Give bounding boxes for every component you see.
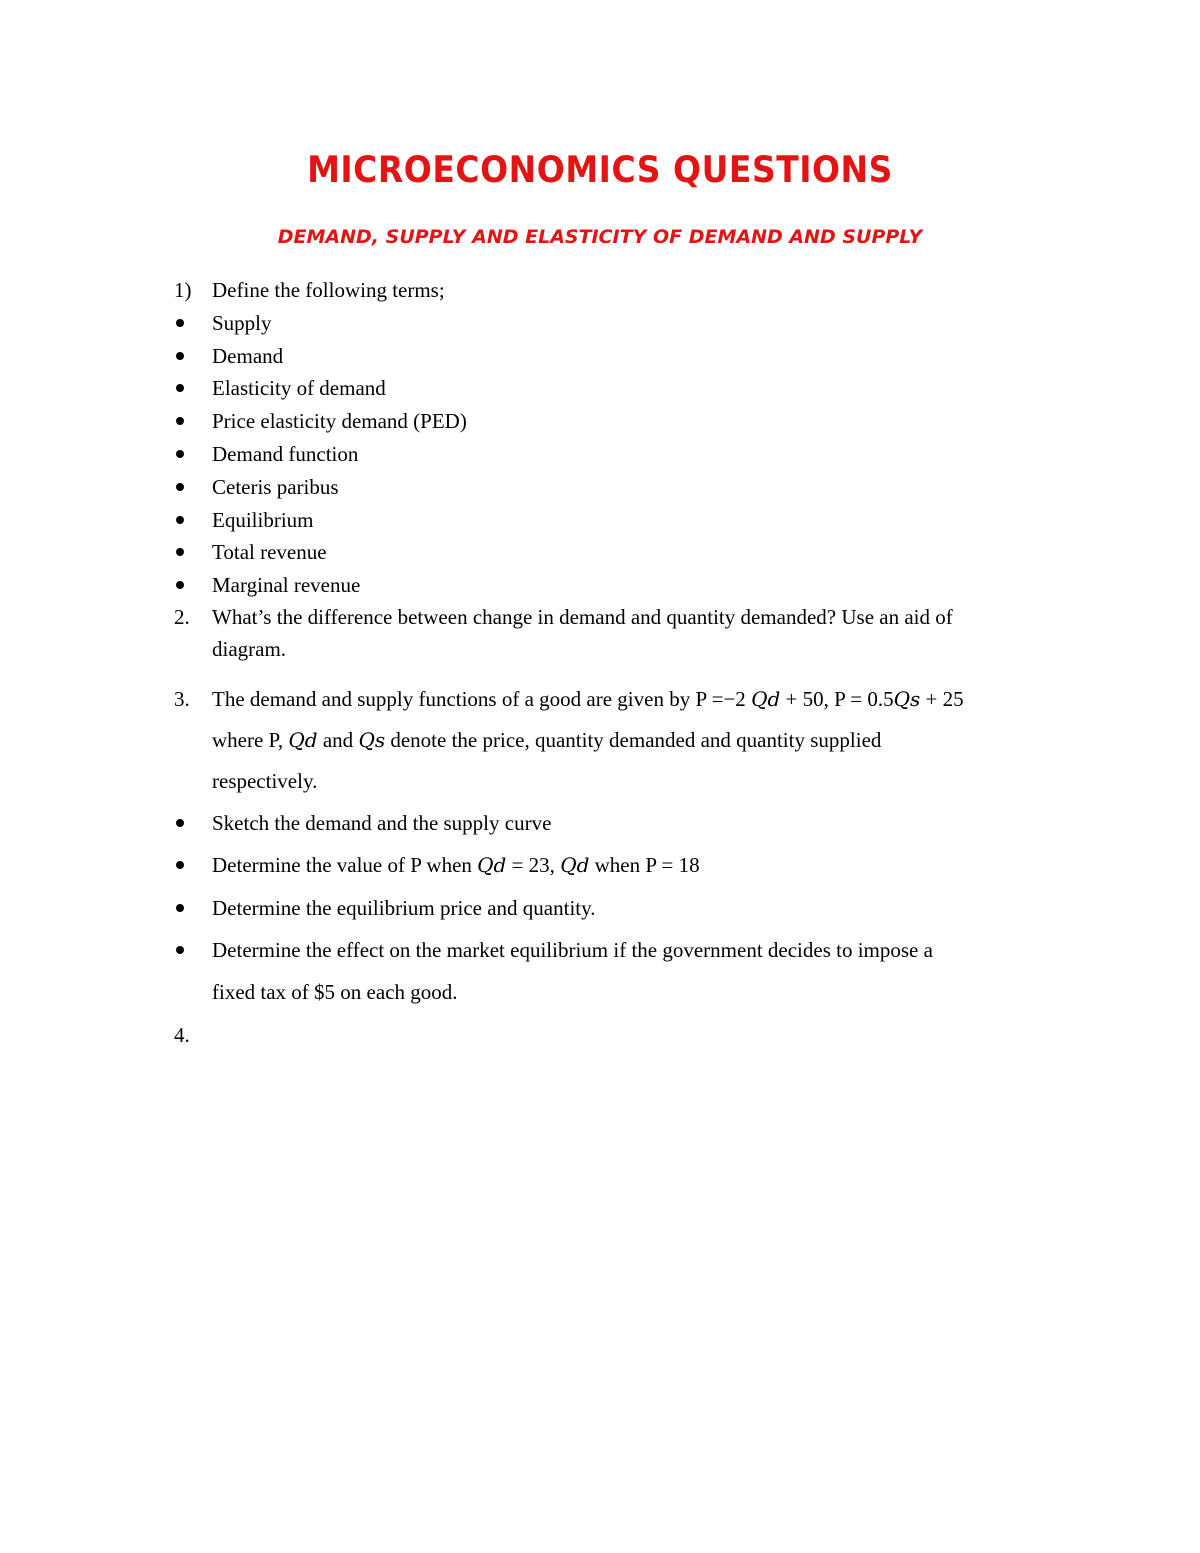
qd-symbol: Qd <box>288 728 318 752</box>
question-1-number: 1) <box>174 278 192 302</box>
term-item: Ceteris paribus <box>212 475 339 499</box>
page-title: MICROECONOMICS QUESTIONS <box>307 148 893 191</box>
term-item: Supply <box>212 311 272 335</box>
bullet-icon <box>176 319 184 327</box>
q3-text: + 50, P = 0.5 <box>780 687 894 711</box>
bullet-icon <box>176 352 184 360</box>
q3-text: = 23, <box>506 853 561 877</box>
qs-symbol: Qs <box>358 728 386 752</box>
question-2-line-1: What’s the difference between change in demand and quantity demanded? Use an aid of <box>212 605 953 629</box>
term-item: Equilibrium <box>212 508 314 532</box>
q3-part-equilibrium: Determine the equilibrium price and quantity. <box>212 896 596 920</box>
term-item: Elasticity of demand <box>212 376 386 400</box>
term-item: Total revenue <box>212 540 327 564</box>
bullet-icon <box>176 861 184 869</box>
bullet-icon <box>176 417 184 425</box>
q3-text: denote the price, quantity demanded and quantity supplied <box>385 728 882 752</box>
qd-symbol: Qd <box>477 853 507 877</box>
question-2-number: 2. <box>174 605 190 629</box>
question-3-line-2 <box>212 727 881 753</box>
q3-text: and <box>317 728 359 752</box>
q3-text: where P, <box>212 728 289 752</box>
question-2-line-2: diagram. <box>212 637 287 661</box>
bullet-icon <box>176 946 184 954</box>
bullet-icon <box>176 904 184 912</box>
bullet-icon <box>176 516 184 524</box>
page-subtitle: DEMAND, SUPPLY AND ELASTICITY OF DEMAND AND SUPPLY <box>277 226 923 248</box>
term-item: Marginal revenue <box>212 573 361 597</box>
question-1-text: Define the following terms; <box>212 278 445 302</box>
question-3-line-3: respectively. <box>212 769 318 793</box>
bullet-icon <box>176 581 184 589</box>
bullet-icon <box>176 384 184 392</box>
q3-part-tax-line-2: fixed tax of $5 on each good. <box>212 980 458 1004</box>
q3-text: The demand and supply functions of a good are given by P =−2 <box>212 687 752 711</box>
q3-part-sketch: Sketch the demand and the supply curve <box>212 811 552 835</box>
qd-symbol: Qd <box>751 687 781 711</box>
term-item: Demand function <box>212 442 359 466</box>
bullet-icon <box>176 819 184 827</box>
qs-symbol: Qs <box>893 687 921 711</box>
bullet-icon <box>176 483 184 491</box>
q3-part-determine <box>212 852 700 878</box>
qd-symbol: Qd <box>560 853 590 877</box>
term-item: Demand <box>212 344 284 368</box>
question-3-line-1 <box>212 686 964 712</box>
q3-text: when P = 18 <box>589 853 700 877</box>
bullet-icon <box>176 450 184 458</box>
bullet-icon <box>176 548 184 556</box>
q3-text: Determine the value of P when <box>212 853 478 877</box>
q3-text: + 25 <box>920 687 964 711</box>
term-item: Price elasticity demand (PED) <box>212 409 467 433</box>
q3-part-tax-line-1: Determine the effect on the market equilibrium if the government decides to impose a <box>212 938 933 962</box>
question-4-number: 4. <box>174 1023 190 1047</box>
question-3-number: 3. <box>174 687 190 711</box>
